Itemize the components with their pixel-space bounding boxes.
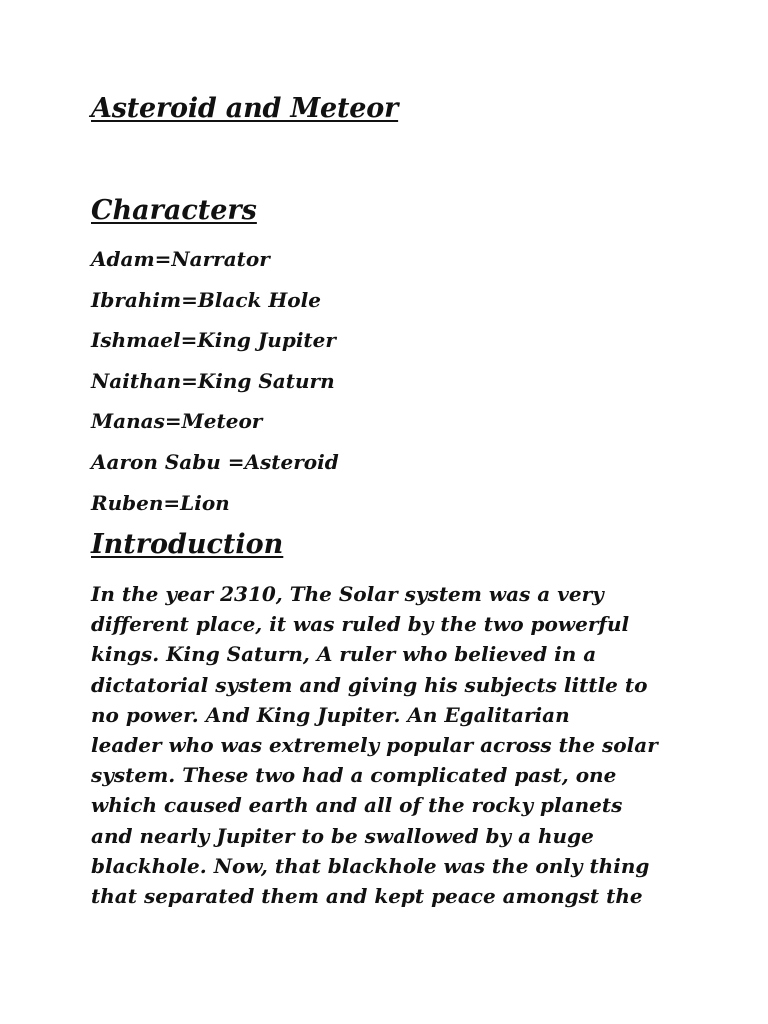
paragraph-line: different place, it was ruled by the two powerful (91, 612, 630, 637)
characters-heading: Characters (91, 195, 257, 226)
paragraph-line: no power. And King Jupiter. An Egalitarian (91, 702, 570, 727)
introduction-paragraph (91, 579, 691, 911)
character-entry: Ruben=Lion (91, 490, 230, 515)
paragraph-line: which caused earth and all of the rocky planets (91, 793, 623, 818)
character-entry: Naithan=King Saturn (91, 368, 335, 393)
character-list (91, 245, 339, 529)
character-entry: Adam=Narrator (91, 247, 270, 271)
paragraph-line: system. These two had a complicated past, one (91, 763, 617, 788)
paragraph-line: and nearly Jupiter to be swallowed by a huge (91, 823, 594, 848)
paragraph-line: dictatorial system and giving his subjects little to (91, 672, 648, 697)
document-title: Asteroid and Meteor (91, 93, 399, 124)
introduction-heading: Introduction (91, 529, 284, 560)
paragraph-line: kings. King Saturn, A ruler who believed in a (91, 642, 597, 667)
paragraph-line: leader who was extremely popular across the solar (91, 733, 658, 758)
paragraph-line: In the year 2310, The Solar system was a very (91, 582, 604, 606)
paragraph-line: that separated them and kept peace amongst the (91, 884, 643, 909)
character-entry: Ishmael=King Jupiter (91, 328, 336, 353)
character-entry: Ibrahim=Black Hole (91, 287, 321, 312)
character-entry: Aaron Sabu =Asteroid (91, 449, 339, 474)
paragraph-line: blackhole. Now, that blackhole was the only thing (91, 853, 650, 878)
character-entry: Manas=Meteor (91, 409, 263, 434)
